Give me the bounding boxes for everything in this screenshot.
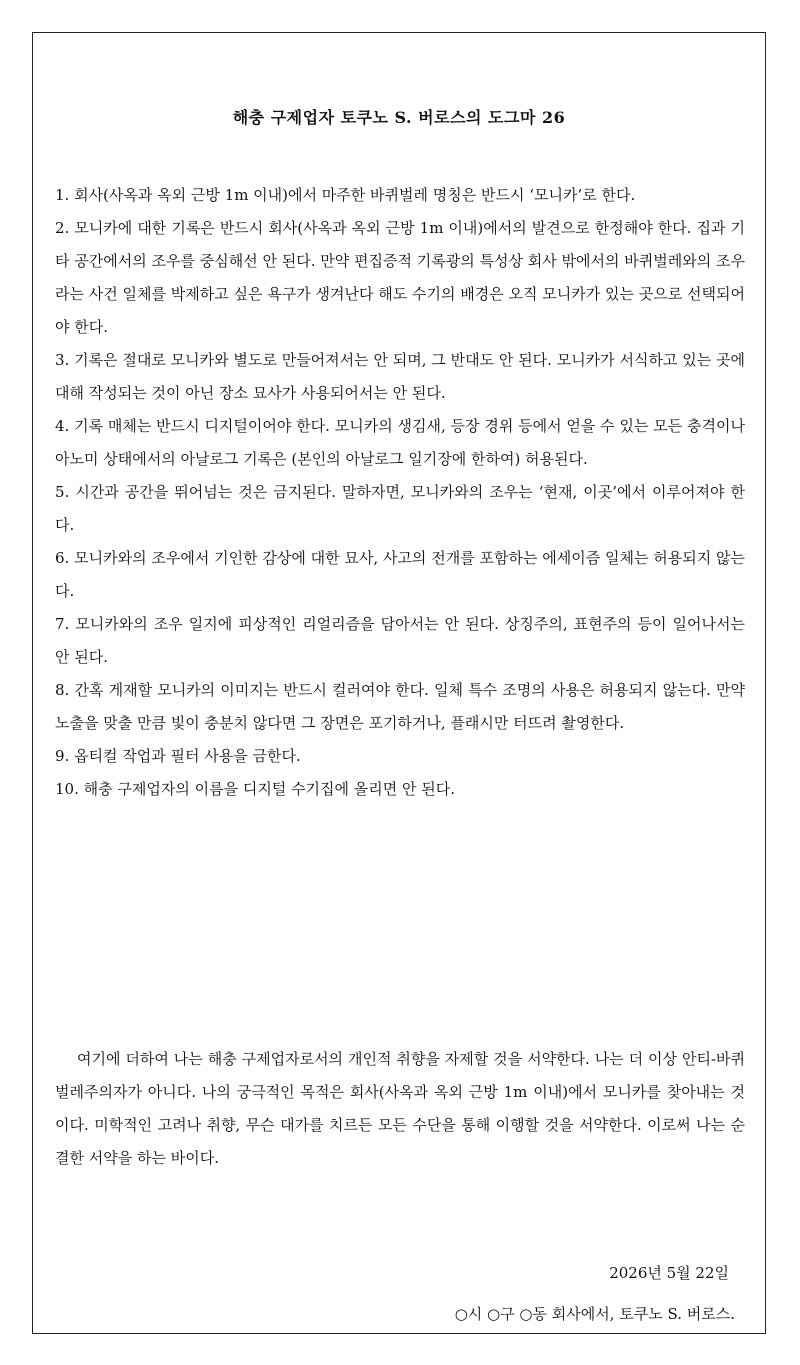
- rule-3: 3. 기록은 절대로 모니카와 별도로 만들어져서는 안 되며, 그 반대도 안 된다. 모니카가 서식하고 있는 곳에 대해 작성되는 것이 아닌 장소 묘사가 사용되어서는 안 된다.: [55, 351, 745, 402]
- document-title: 해충 구제업자 토쿠노 S. 버로스의 도그마 26: [232, 108, 566, 127]
- rule-7: 7. 모니카와의 조우 일지에 피상적인 리얼리즘을 담아서는 안 된다. 상징주의, 표현주의 등이 일어나서는 안 된다.: [55, 615, 745, 666]
- rules-list: [55, 179, 745, 806]
- rule-6: 6. 모니카와의 조우에서 기인한 감상에 대한 묘사, 사고의 전개를 포함하는 에세이즘 일체는 허용되지 않는다.: [55, 549, 745, 600]
- document-frame: [32, 32, 766, 1334]
- rule-1: 1. 회사(사옥과 옥외 근방 1m 이내)에서 마주한 바퀴벌레 명칭은 반드시 ‘모니카’로 한다.: [55, 186, 636, 204]
- rule-10: 10. 해충 구제업자의 이름을 디지털 수기집에 올리면 안 된다.: [55, 780, 456, 798]
- rule-4: 4. 기록 매체는 반드시 디지털이어야 한다. 모니카의 생김새, 등장 경위 등에서 얻을 수 있는 모든 충격이나 아노미 상태에서의 아날로그 기록은 (본인의 아날로그 일기장에 한하여) 허용된다.: [55, 417, 745, 468]
- document-signature: ○시 ○구 ○동 회사에서, 토쿠노 S. 버로스.: [454, 1305, 735, 1323]
- rule-2: 2. 모니카에 대한 기록은 반드시 회사(사옥과 옥외 근방 1m 이내)에서의 발견으로 한정해야 한다. 집과 기타 공간에서의 조우를 중심해선 안 된다. 만약 편집증적 기록광의 특성상 회사 밖에서의 바퀴벌레와의 조우라는 사건 일체를 박제하고 싶은 욕구가 생겨난다 해도 수기의 배경은 오직 모니카가 있는 곳으로 선택되어야 한다.: [55, 219, 745, 336]
- document-date: 2026년 5월 22일: [609, 1264, 729, 1282]
- pledge-paragraph: 여기에 더하여 나는 해충 구제업자로서의 개인적 취향을 자제할 것을 서약한다. 나는 더 이상 안티-바퀴벌레주의자가 아니다. 나의 궁극적인 목적은 회사(사옥과 옥외 근방 1m 이내)에서 모니카를 찾아내는 것이다. 미학적인 고려나 취향, 무슨 대가를 치르든 모든 수단을 통해 이행할 것을 서약한다. 이로써 나는 순결한 서약을 하는 바이다.: [55, 1050, 745, 1167]
- rule-9: 9. 옵티컬 작업과 필터 사용을 금한다.: [55, 747, 301, 765]
- rule-8: 8. 간혹 게재할 모니카의 이미지는 반드시 컬러여야 한다. 일체 특수 조명의 사용은 허용되지 않는다. 만약 노출을 맞출 만큼 빛이 충분치 않다면 그 장면은 포기하거나, 플래시만 터뜨려 촬영한다.: [55, 681, 745, 732]
- rule-5: 5. 시간과 공간을 뛰어넘는 것은 금지된다. 말하자면, 모니카와의 조우는 ‘현재, 이곳’에서 이루어져야 한다.: [55, 483, 745, 534]
